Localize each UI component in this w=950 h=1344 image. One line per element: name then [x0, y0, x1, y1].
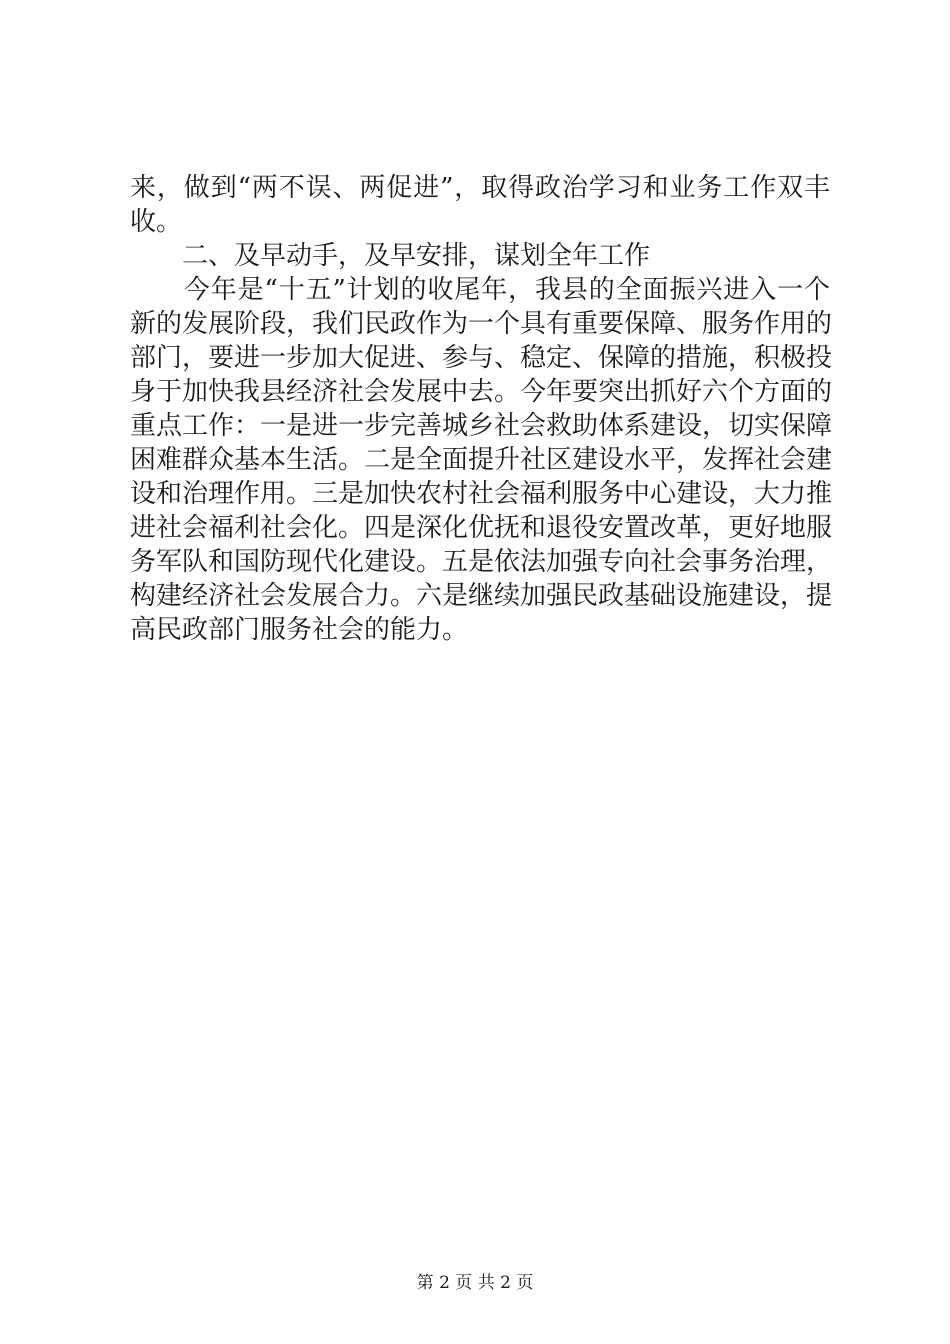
body-text [130, 171, 833, 647]
section-heading: 二、及早动手，及早安排，谋划全年工作 [130, 241, 651, 271]
text-line: 高民政部门服务社会的能力。 [130, 615, 469, 645]
text-line: 构建经济社会发展合力。六是继续加强民政基础设施建设，提 [130, 581, 833, 611]
text-line: 重点工作：一是进一步完善城乡社会救助体系建设，切实保障 [130, 411, 833, 441]
text-line: 收。 [130, 207, 183, 237]
text-line: 设和治理作用。三是加快农村社会福利服务中心建设，大力推 [130, 479, 833, 509]
text-line: 进社会福利社会化。四是深化优抚和退役安置改革，更好地服 [130, 513, 833, 543]
text-line: 来，做到“两不误、两促进”，取得政治学习和业务工作双丰 [130, 173, 830, 203]
page-footer: 第 2 页 共 2 页 [416, 1273, 534, 1293]
text-line: 身于加快我县经济社会发展中去。今年要突出抓好六个方面的 [130, 377, 833, 407]
text-line: 新的发展阶段，我们民政作为一个具有重要保障、服务作用的 [130, 309, 833, 339]
text-line: 困难群众基本生活。二是全面提升社区建设水平，发挥社会建 [130, 445, 833, 475]
text-line: 今年是“十五”计划的收尾年，我县的全面振兴进入一个 [130, 275, 830, 305]
text-line: 部门，要进一步加大促进、参与、稳定、保障的措施，积极投 [130, 343, 833, 373]
text-line: 务军队和国防现代化建设。五是依法加强专向社会事务治理， [130, 547, 833, 577]
